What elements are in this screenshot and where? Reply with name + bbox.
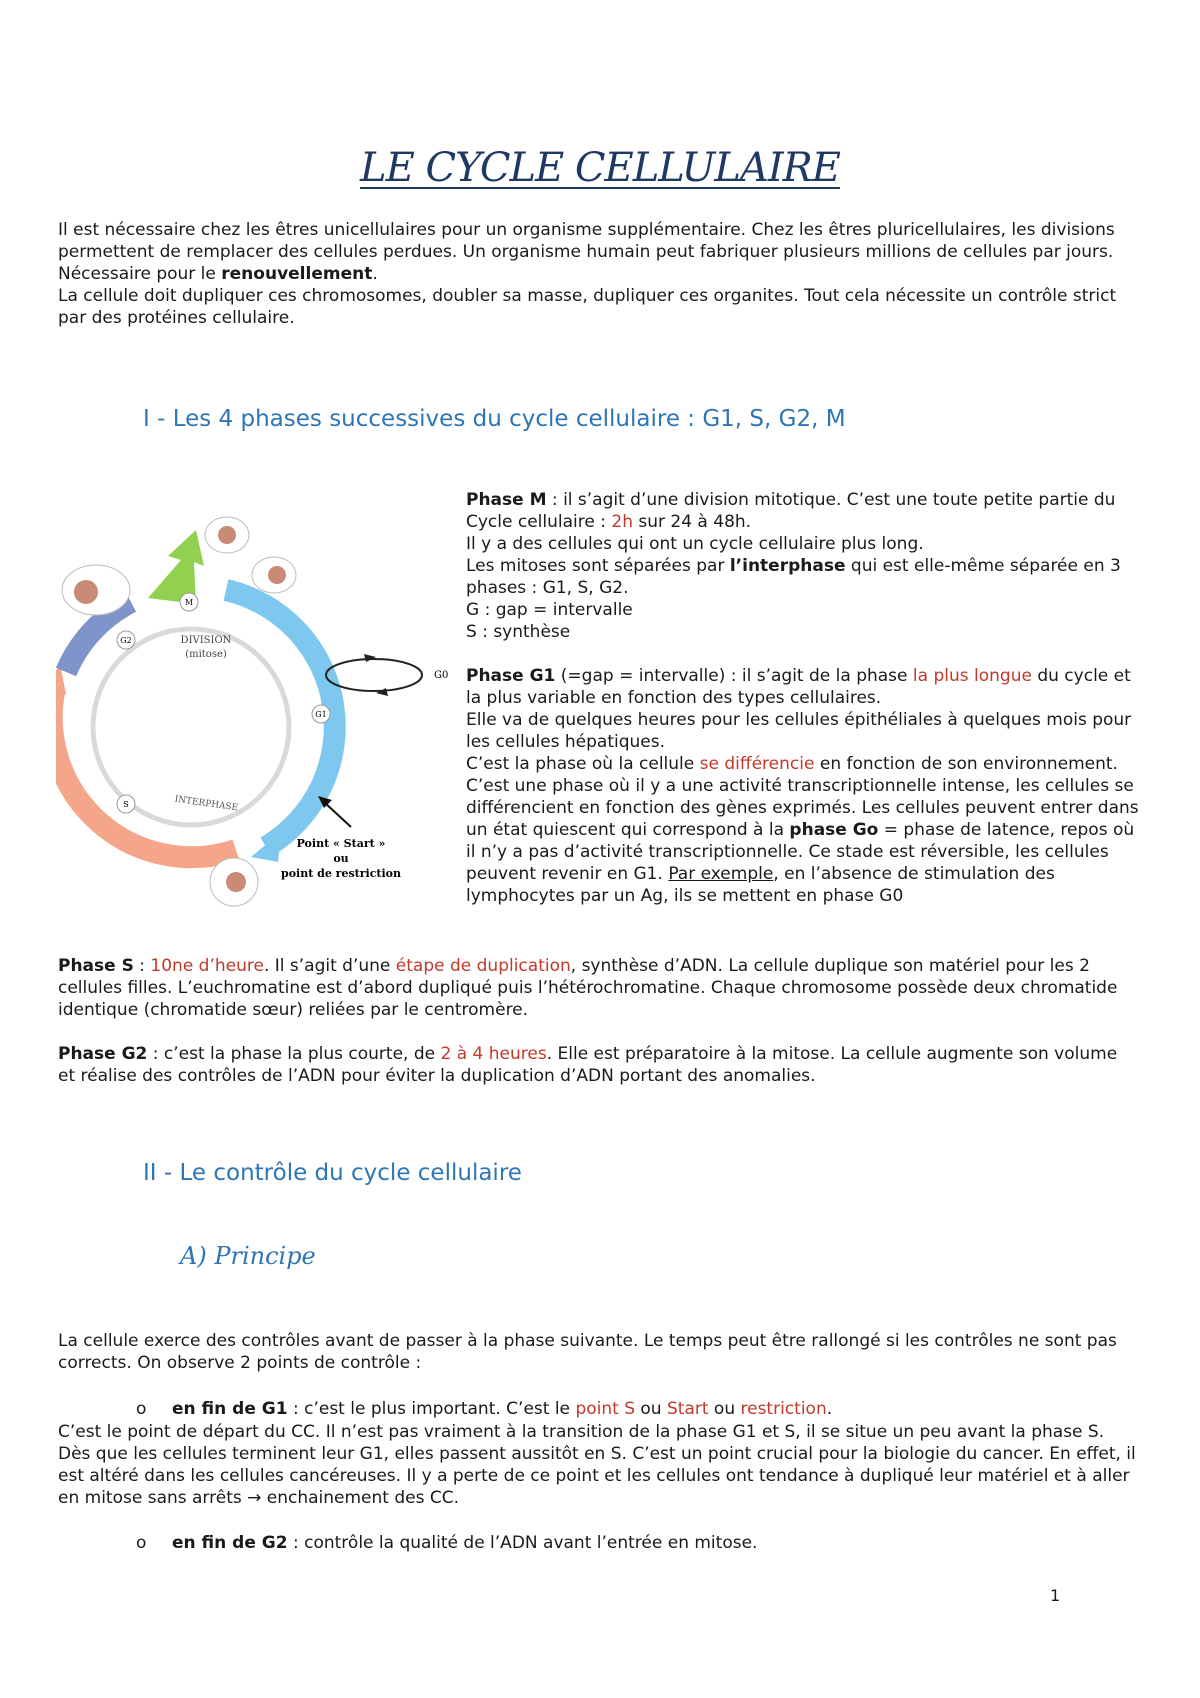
- s-arc: [56, 692, 236, 857]
- interphase-label: INTERPHASE: [173, 794, 239, 814]
- g0-arrow-1: [364, 654, 376, 662]
- start-label-3: point de restriction: [281, 867, 401, 880]
- g0-label: G0: [434, 670, 449, 681]
- m-arrow: [148, 530, 204, 604]
- intro-paragraph: [58, 219, 1118, 329]
- phase-g1-line-2: Elle va de quelques heures pour les cellules épithéliales à quelques mois pour les cellules hépatiques.: [466, 710, 1132, 752]
- intro-text-1: Il est nécessaire chez les êtres unicellulaires pour un organisme supplémentaire. Chez les êtres pluricellulaires, les divisions permettent de remplacer des cellules perdues. Un organisme humain peut fabriquer plusieurs millions de cellules par jours. Nécessaire pour le renouvellement.: [58, 220, 1115, 284]
- phase-m-line-2: Il y a des cellules qui ont un cycle cellulaire plus long.: [466, 534, 924, 554]
- g2-label: G2: [120, 636, 132, 645]
- phase-m-line-4: G : gap = intervalle: [466, 600, 633, 620]
- phase-m-line-3: Les mitoses sont séparées par l’interphase qui est elle-même séparée en 3 phases : G1, S, G2.: [466, 556, 1121, 598]
- s-label: S: [123, 800, 129, 809]
- start-arrow: [324, 802, 351, 827]
- cell-bottom-nucleus: [226, 872, 246, 892]
- bullet-g2: o en fin de G2 : contrôle la qualité de l’ADN avant l’entrée en mitose.: [58, 1532, 1138, 1554]
- division-label: DIVISION: [180, 635, 232, 646]
- bullet-marker: o: [136, 1533, 147, 1553]
- phase-g1-line-3: C’est la phase où la cellule se différencie en fonction de son environnement. C’est une phase où il y a une activité transcriptionnelle intense, les cellules se différencient en fonction des gènes exprimés. Les cellules peuvent entrer dans un état quiescent qui correspond à la phase Go = phase de latence, repos où il n’y a pas d’activité transcriptionnelle. Ce stade est réversible, les cellules peuvent revenir en G1. Par exemple, en l’absence de stimulation des lymphocytes par un Ag, ils se mettent en phase G0: [466, 754, 1139, 906]
- section-2-heading: II - Le contrôle du cycle cellulaire: [143, 1160, 522, 1186]
- subsection-a-heading: A) Principe: [180, 1242, 316, 1270]
- phase-descriptions-column: [466, 489, 1146, 907]
- bullet-marker: o: [136, 1399, 147, 1419]
- phase-m-text: Phase M : il s’agit d’une division mitotique. C’est une toute petite partie du Cycle cellulaire : 2h sur 24 à 48h.: [466, 490, 1116, 532]
- g0-arrow-2: [376, 688, 388, 696]
- intro-text-2: La cellule doit dupliquer ces chromosomes, doubler sa masse, dupliquer ces organites. Tout cela nécessite un contrôle strict par des protéines cellulaire.: [58, 286, 1117, 328]
- cell-top-nucleus: [218, 526, 236, 544]
- cell-cycle-diagram: [56, 512, 456, 912]
- bullet-g1-paragraph: C’est le point de départ du CC. Il n’est pas vraiment à la transition de la phase G1 et S, il se situe un peu avant la phase S. Dès que les cellules terminent leur G1, elles passent aussitôt en S. C’est un point crucial pour la biologie du cancer. En effet, il est altéré dans les cellules cancéreuses. Il y a perte de ce point et les cellules ont tendance à dupliqué leur matériel et à aller en mitose sans arrêts → enchainement des CC.: [58, 1422, 1136, 1508]
- section-1-heading: I - Les 4 phases successives du cycle cellulaire : G1, S, G2, M: [143, 406, 846, 432]
- g1-label: G1: [315, 710, 327, 719]
- bullet-g1: o en fin de G1 : c’est le plus important. C’est le point S ou Start ou restriction.: [58, 1398, 1138, 1420]
- page-title: LE CYCLE CELLULAIRE: [360, 145, 840, 191]
- phase-g1-text: Phase G1 (=gap = intervalle) : il s’agit de la phase la plus longue du cycle et la plus variable en fonction des types cellulaires.: [466, 666, 1131, 708]
- phase-m-line-5: S : synthèse: [466, 622, 571, 642]
- cell-left-nucleus: [74, 580, 98, 604]
- start-label-1: Point « Start »: [296, 837, 386, 850]
- m-label: M: [184, 598, 194, 607]
- start-label-2: ou: [333, 852, 349, 865]
- phase-g2-paragraph: Phase G2 : c’est la phase la plus courte, de 2 à 4 heures. Elle est préparatoire à la mitose. La cellule augmente son volume et réalise des contrôles de l’ADN pour éviter la duplication d’ADN portant des anomalies.: [58, 1044, 1118, 1086]
- phase-s-paragraph: Phase S : 10ne d’heure. Il s’agit d’une étape de duplication, synthèse d’ADN. La cellule duplique son matériel pour les 2 cellules filles. L’euchromatine est d’abord dupliqué puis l’hétérochromatine. Chaque chromosome possède deux chromatide identique (chromatide sœur) reliées par le centromère.: [58, 956, 1118, 1020]
- principe-intro: La cellule exerce des contrôles avant de passer à la phase suivante. Le temps peut être rallongé si les contrôles ne sont pas corrects. On observe 2 points de contrôle :: [58, 1331, 1117, 1373]
- cell-top-right-nucleus: [268, 566, 286, 584]
- mitose-label: (mitose): [185, 649, 227, 660]
- page-number: 1: [1050, 1586, 1061, 1605]
- g0-loop: [326, 659, 422, 691]
